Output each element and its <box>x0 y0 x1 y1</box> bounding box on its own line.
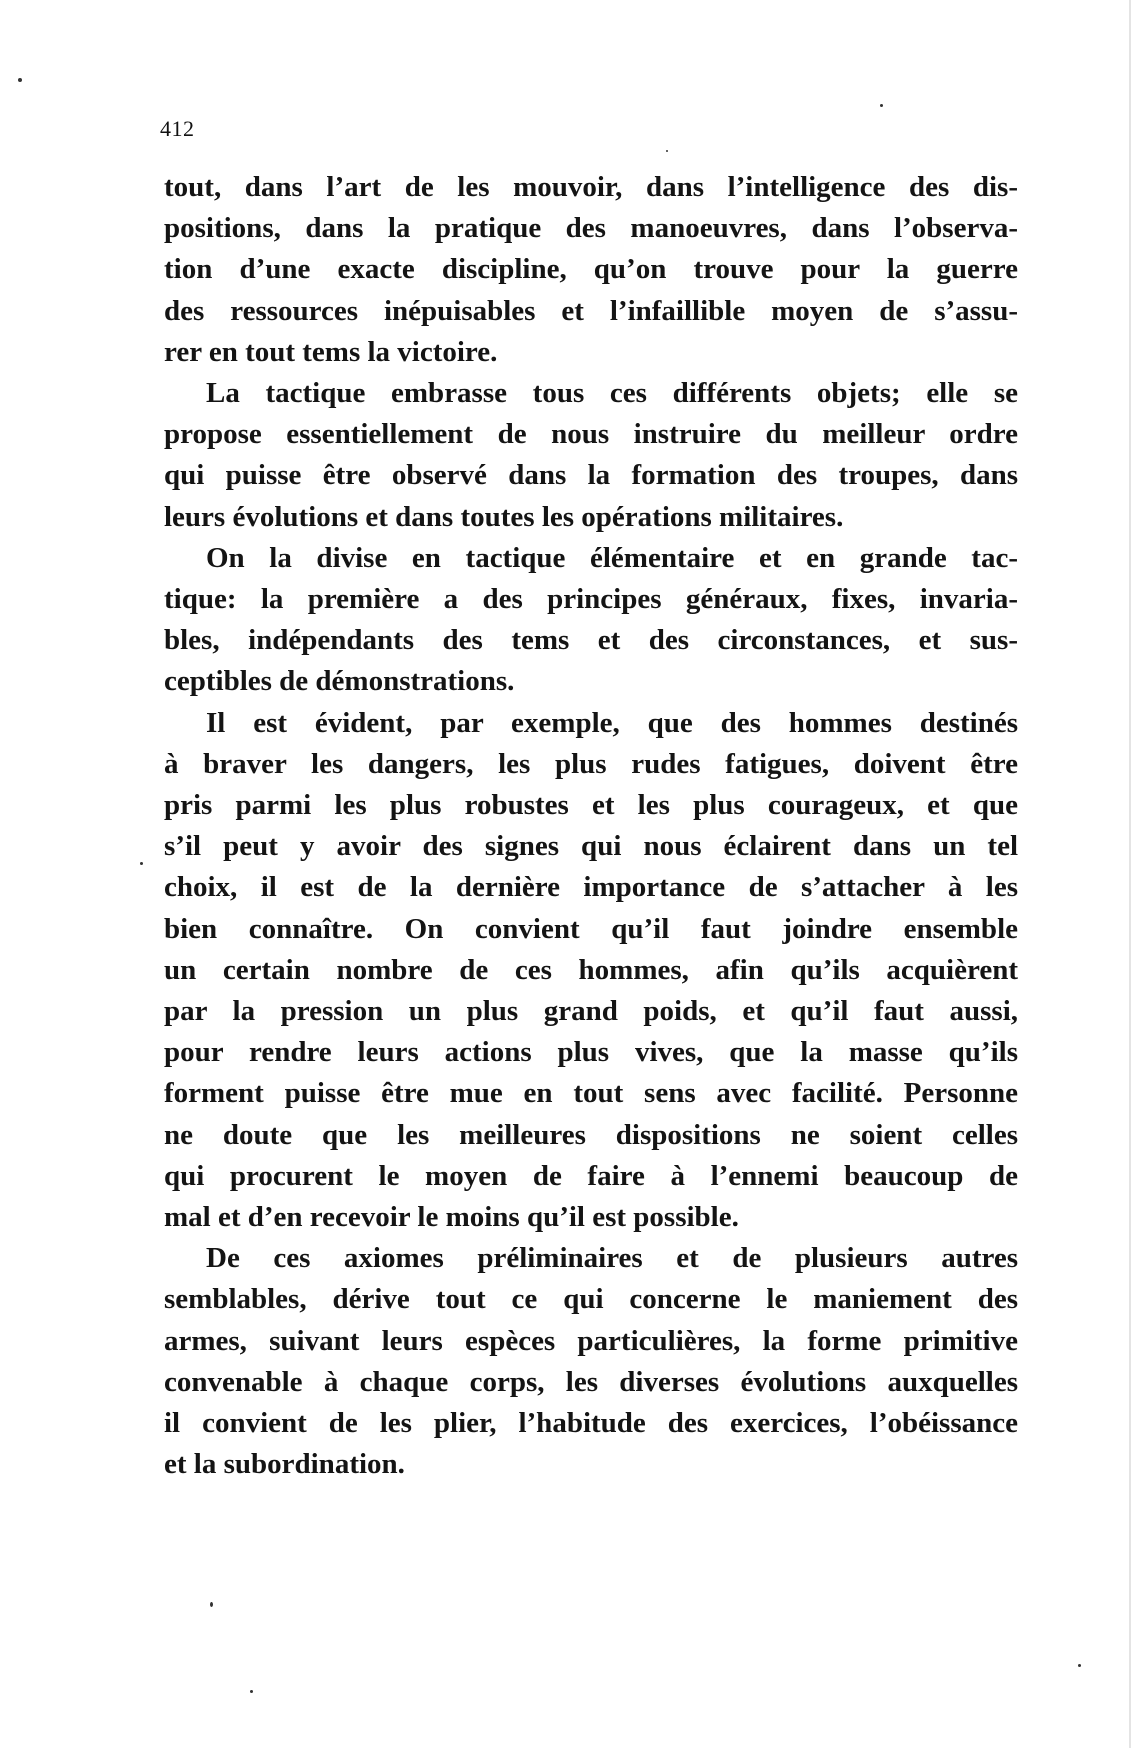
text-line: bien connaître. On convient qu’il faut joindre ensemble <box>164 912 1018 945</box>
text-line: positions, dans la pratique des manoeuvres, dans l’observa- <box>164 212 1018 245</box>
text-line: qui procurent le moyen de faire à l’ennemi beaucoup de <box>164 1159 1018 1192</box>
scan-speck <box>250 1690 253 1693</box>
body-text <box>164 167 1018 1486</box>
paragraph <box>164 1238 1018 1485</box>
text-line: bles, indépendants des tems et des circonstances, et sus- <box>164 624 1018 657</box>
text-line: ceptibles de démonstrations. <box>164 665 515 698</box>
text-line: mal et d’en recevoir le moins qu’il est possible. <box>164 1201 739 1234</box>
page-edge-shadow <box>1129 0 1131 1748</box>
scan-speck <box>666 150 668 152</box>
paragraph <box>164 167 1018 373</box>
text-line: forment puisse être mue en tout sens avec facilité. Personne <box>164 1077 1018 1110</box>
text-line: propose essentiellement de nous instruire du meilleur ordre <box>164 418 1018 451</box>
scan-speck <box>1078 1664 1081 1667</box>
text-line: semblables, dérive tout ce qui concerne le maniement des <box>164 1283 1018 1316</box>
text-line: tout, dans l’art de les mouvoir, dans l’intelligence des dis- <box>164 171 1018 203</box>
text-line: La tactique embrasse tous ces différents objets; elle se <box>206 377 1018 410</box>
text-line: un certain nombre de ces hommes, afin qu’ils acquièrent <box>164 953 1018 986</box>
text-line: s’il peut y avoir des signes qui nous éclairent dans un tel <box>164 830 1018 863</box>
text-line: pour rendre leurs actions plus vives, que la masse qu’ils <box>164 1036 1018 1069</box>
text-line: des ressources inépuisables et l’infaillible moyen de s’assu- <box>164 294 1018 327</box>
text-line: choix, il est de la dernière importance de s’attacher à les <box>164 871 1018 904</box>
paragraph <box>164 703 1018 1239</box>
text-line: leurs évolutions et dans toutes les opérations militaires. <box>164 500 844 533</box>
text-line: qui puisse être observé dans la formation des troupes, dans <box>164 459 1018 492</box>
text-line: il convient de les plier, l’habitude des exercices, l’obéissance <box>164 1407 1018 1440</box>
text-line: convenable à chaque corps, les diverses évolutions auxquelles <box>164 1365 1018 1398</box>
scan-speck <box>18 78 22 82</box>
text-line: rer en tout tems la victoire. <box>164 335 498 368</box>
text-line: Il est évident, par exemple, que des hommes destinés <box>206 706 1018 739</box>
text-line: pris parmi les plus robustes et les plus courageux, et que <box>164 789 1018 822</box>
text-line: ne doute que les meilleures dispositions ne soient celles <box>164 1118 1018 1151</box>
paragraph <box>164 373 1018 538</box>
text-line: par la pression un plus grand poids, et qu’il faut aussi, <box>164 995 1018 1028</box>
text-line: et la subordination. <box>164 1448 405 1481</box>
text-line: De ces axiomes préliminaires et de plusieurs autres <box>206 1242 1018 1275</box>
text-line: tion d’une exacte discipline, qu’on trouve pour la guerre <box>164 253 1018 286</box>
paragraph <box>164 538 1018 703</box>
text-line: à braver les dangers, les plus rudes fatigues, doivent être <box>164 747 1018 780</box>
scan-speck <box>140 862 143 865</box>
page-number: 412 <box>160 116 195 141</box>
text-line: tique: la première a des principes généraux, fixes, invaria- <box>164 583 1018 616</box>
scan-speck <box>880 104 883 107</box>
text-line: armes, suivant leurs espèces particulières, la forme primitive <box>164 1324 1018 1357</box>
scan-speck <box>210 1602 213 1607</box>
text-line: On la divise en tactique élémentaire et en grande tac- <box>206 541 1018 574</box>
